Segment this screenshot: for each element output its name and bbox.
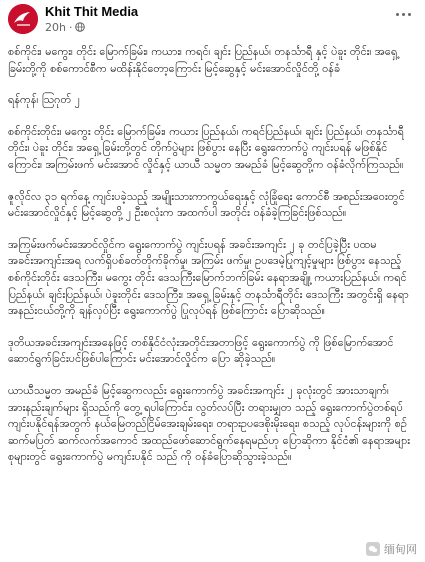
more-options-button[interactable] <box>393 6 413 22</box>
more-icon-dot <box>402 13 405 16</box>
watermark-text: 缅甸网 <box>384 543 417 556</box>
more-icon-dot <box>408 13 411 16</box>
page-name[interactable]: Khit Thit Media <box>45 4 139 19</box>
watermark <box>366 540 417 558</box>
post-dateline: ရန်ကုန်၊ ဩဂုတ် ၂ <box>8 93 81 107</box>
post-paragraph: ဇူလိုင်လ ၃၁ ရက်နေ့ ကျင်းပခဲ့သည့် အမျိုးသားကာကွယ်ရေးနှင့် လုံခြုံရေး ကောင်စီ အစည်းအဝေးတွင် မင်းအောင်လှိုင်နှင့် မြင့်ဆွေတို့ ၂ ဦးစလုံးက အထက်ပါ အတိုင်း ဝန်ခံခဲ့ကြခြင်းဖြစ်သည်။ <box>8 189 405 220</box>
avatar[interactable] <box>8 4 38 34</box>
post-meta <box>45 21 85 33</box>
post-paragraph: ယာယီသမ္မတ အမည်ခံ မြင့်ဆွေကလည်း ရွေးကောက်ပွဲ အခင်းအကျင်း ၂ ခုလုံးတွင် အားသာချက်၊ အားနည်းချက်များ ရှိသည်ကို တွေ့ ရပါကြောင်း၊ လွတ်လပ်ပြီး တရားမျှတ သည့် ရွေးကောက်ပွဲတစ်ရပ်ကျင်းပနိုင်ရန်အတွက် နယ်မြေတည်ငြိမ်အေးချမ်းရေး၊ တရားဥပဒေစိုးမိုးရေး၊ စသည့် လုပ်ငန်းများကို စဉ်ဆက်မပြတ် ဆက်လက်အကောင် အထည်ဖော်ဆောင်ရွက်နေရမည်ဟု ပြောဆိုကာ နိုင်ငံ၏ နေရာအများစုများတွင် ရွေးကောက်ပွဲ မကျင်းပနိုင် သည် ကို ဝန်ခံပြောဆိုသွားခဲ့သည်။ <box>8 383 410 464</box>
post-paragraph: ဒုတိယအခင်းအကျင်းအနေဖြင့် တစ်နိုင်ငံလုံးအတိုင်းအတာဖြင့် ရွေးကောက်ပွဲ ကို ဖြစ်မြောက်အောင် ဆောင်ရွက်ခြင်းပင်ဖြစ်ပါကြောင်း မင်းအောင်လှိုင်က ပြော ဆိုခဲ့သည်။ <box>8 335 394 366</box>
post-header <box>0 0 425 38</box>
khit-thit-logo-icon <box>8 4 38 34</box>
post-time[interactable]: 20h <box>45 20 66 34</box>
meta-separator: · <box>68 20 73 34</box>
post-body <box>8 44 414 481</box>
post-paragraph: အကြမ်းဖက်မင်းအောင်လှိုင်က ရွေးကောက်ပွဲ ကျင်းပရန် အခင်းအကျင်း ၂ ခု တင်ပြခဲ့ပြီး ပထမ အခင်းအကျင်းအရ လက်ရှိပစ်ခတ်တိုက်ခိုက်မှု၊ အကြမ်း ဖက်မှု၊ ဥပဒေမဲ့ပြုကျင့်မှုများ ဖြစ်ပွား နေသည့် စစ်ကိုင်းတိုင်း ဒေသကြီး၊ မကွေး တိုင်း ဒေသကြီးမြောက်ဘက်ခြမ်း နေရာအချို့၊ ကယားပြည်နယ်၊ ကရင် ပြည်နယ်၊ ချင်းပြည်နယ်၊ ပဲခူးတိုင်း ဒေသကြီး၊ အရှေ့ ခြမ်းနှင့် တနင်္သာရီတိုင်း ဒေသကြီး အတွင်းရှိ နေရာအနည်းငယ်တို့ကို ချန်လှပ်ပြီး ရွေးကောက်ပွဲ ပြုလုပ်ရန် ဖြစ်ကြောင်း ပြောဆိုသည်။ <box>8 237 409 318</box>
post-headline: စစ်ကိုင်း၊ မကွေး၊ တိုင်း မြောက်ခြမ်း၊ ကယား၊ ကရင်၊ ချင်း ပြည်နယ်၊ တနင်္သာရီ နှင့် ပဲခူး တိုင်း၊ အရှေ့ ခြမ်းတို့ကို စစ်ကောင်စီက မထိန်းနိုင်တော့ကြောင်း မြင့်ဆွေနှင့် မင်းအောင်လှိုင်တို့ ဝန်ခံ <box>8 45 398 75</box>
post-paragraph: စစ်ကိုင်းတိုင်း၊ မကွေး တိုင်း မြောက်ခြမ်း၊ ကယား ပြည်နယ်၊ ကရင်ပြည်နယ်၊ ချင်း ပြည်နယ်၊ တနင်္သာရီ တိုင်း၊ ပဲခူး တိုင်း၊ အရှေ့ ခြမ်းတို့တွင် တိုက်ပွဲများ ဖြစ်ပွား နေပြီး ရွေးကောက်ပွဲ ကျင်းပရန် မဖြစ်နိုင်ကြောင်း၊ အကြမ်းဖက် မင်းအောင် လှိုင်နှင့် ယာယီ သမ္မတ အမည်ခံ မြင့်ဆွေတို့က ဝန်ခံလိုက်ကြသည်။ <box>8 124 404 171</box>
more-icon-dot <box>396 13 399 16</box>
wechat-icon <box>366 542 380 556</box>
globe-icon <box>75 22 85 32</box>
